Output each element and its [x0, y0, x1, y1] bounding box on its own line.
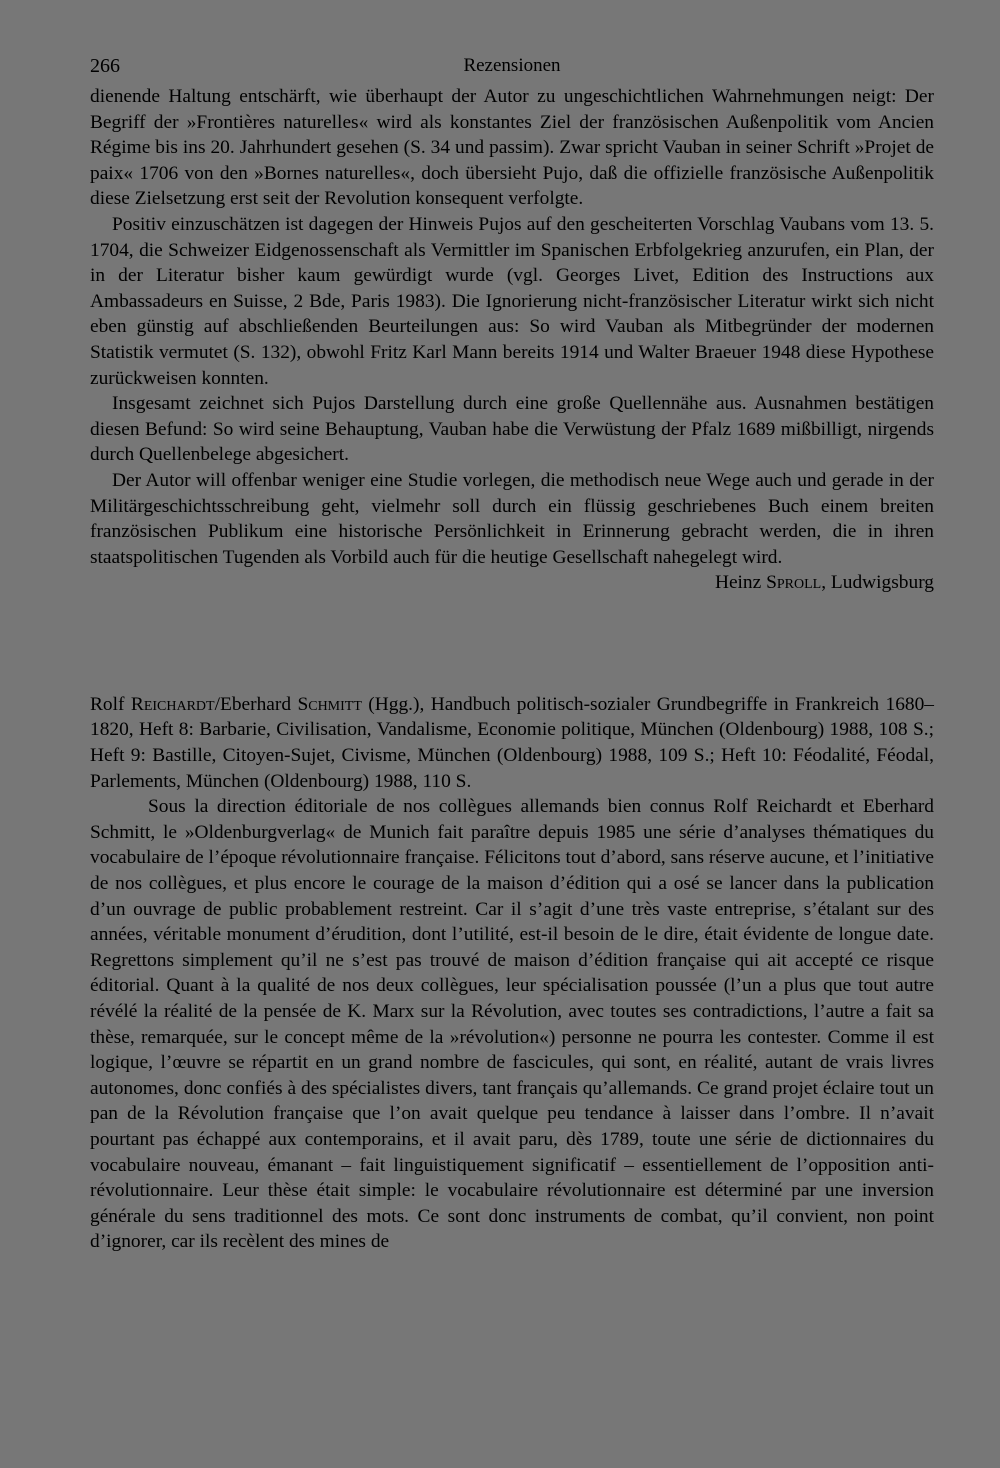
review-vauban	[90, 84, 934, 596]
paragraph: Positiv einzuschätzen ist dagegen der Hinweis Pujos auf den gescheiterten Vorschlag Vaubans vom 13. 5. 1704, die Schweizer Eidgenossenschaft als Vermittler im Spanischen Erbfolgekrieg anzurufen, ein Plan, der in der Literatur bisher kaum gewürdigt wurde (vgl. Georges Livet, Edition des Instructions aux Ambassadeurs en Suisse, 2 Bde, Paris 1983). Die Ignorierung nicht-französischer Literatur wirkt sich nicht eben günstig auf abschließenden Beurteilungen aus: So wird Vauban als Mitbegründer der modernen Statistik vermutet (S. 132), obwohl Fritz Karl Mann bereits 1914 und Walter Braeuer 1948 diese Hypothese zurückweisen konnten.	[90, 213, 934, 389]
reviewer-first-name: Heinz	[714, 572, 762, 594]
review-handbuch	[90, 692, 934, 1255]
author2-last: Schmitt	[297, 693, 362, 715]
paragraph: Insgesamt zeichnet sich Pujos Darstellung durch eine große Quellennähe aus. Ausnahmen bestätigen diesen Befund: So wird seine Behauptung, Vauban habe die Verwüstung der Pfalz 1689 mißbilligt, nirgends durch Quellenbelege abgesichert.	[90, 393, 934, 466]
reviewer-place: , Ludwigsburg	[821, 572, 934, 594]
article-body	[90, 84, 934, 1255]
author1-last: Reichardt	[130, 693, 215, 715]
paragraph: Der Autor will offenbar weniger eine Studie vorlegen, die methodisch neue Wege auch und gerade in der Militärgeschichtsschreibung geht, vielmehr soll durch ein flüssig geschriebenes Buch einem breiten französischen Publikum eine historische Persönlichkeit in Erinnerung gebracht werden, die in ihren staatspolitischen Tugenden als Vorbild auch für die heutige Gesellschaft nahegelegt wird.	[90, 469, 934, 568]
bibliographic-entry	[90, 692, 934, 794]
section-gap	[90, 596, 934, 692]
reviewer-signature	[90, 570, 934, 596]
biblio-details: (Hgg.), Handbuch politisch-sozialer Grundbegriffe in Frankreich 1680–1820, Heft 8: Barbarie, Civilisation, Vandalisme, Economie politique, München (Oldenbourg) 1988, 108 S.; Heft 9: Bastille, Citoyen-Sujet, Civisme, München (Oldenbourg) 1988, 109 S.; Heft 10: Féodalité, Féodal, Parlements, München (Oldenbourg) 1988, 110 S.	[90, 693, 934, 792]
paragraph-continued: dienende Haltung entschärft, wie überhaupt der Autor zu ungeschichtlichen Wahrnehmungen neigt: Der Begriff der »Frontières naturelles« wird als konstantes Ziel der französischen Außenpolitik vom Ancien Régime bis ins 20. Jahrhundert gesehen (S. 34 und passim). Zwar spricht Vauban in seiner Schrift »Projet de paix« 1706 von den »Bornes naturelles«, doch übersieht Pujo, daß die offizielle französische Außenpolitik diese Zielsetzung erst seit der Revolution konsequent verfolgte.	[90, 86, 934, 210]
page-header	[90, 52, 934, 84]
paragraph: Sous la direction éditoriale de nos collègues allemands bien connus Rolf Reichardt et Eberhard Schmitt, le »Oldenburgverlag« de Munich fait paraître depuis 1985 une série d’analyses thématiques du vocabulaire de l’époque révolutionnaire française. Félicitons tout d’abord, sans réserve aucune, et l’initiative de nos collègues, et plus encore le courage de la maison d’édition qui a osé se lancer dans la publication d’un ouvrage de public probablement restreint. Car il s’agit d’une très vaste entreprise, s’étalant sur des années, véritable monument d’érudition, dont l’utilité, est-il besoin de le dire, était évidente de longue date. Regrettons simplement qu’il ne s’est pas trouvé de maison d’édition française qui ait accepté ce risque éditorial. Quant à la qualité de nos deux collègues, leur spécialisation poussée (l’un a plus que tout autre révélé la réalité de la pensée de K. Marx sur la Révolution, avec toutes ses contradictions, l’autre a fait sa thèse, remarquée, sur le concept même de la »révolution«) personne ne pourra les contester. Comme il est logique, l’œuvre se répartit en un grand nombre de fascicules, qui sont, en réalité, autant de vrais livres autonomes, donc confiés à des spécialistes divers, tant français qu’allemands. Ce grand projet éclaire tout un pan de la Révolution française que l’on avait quelque peu tendance à laisser dans l’ombre. Il n’avait pourtant pas échappé aux contemporains, et il avait paru, dès 1789, toute une série de dictionnaires du vocabulaire nouveau, émanant – fait linguistiquement significatif – essentiellement de l’opposition anti-révolutionnaire. Leur thèse était simple: le vocabulaire révolutionnaire est déterminé par une inversion générale du sens traditionnel des mots. Ce sont donc instruments de combat, qu’il convient, non point d’ignorer, car ils recèlent des mines de	[90, 796, 934, 1253]
page-number: 266	[90, 55, 120, 77]
running-title: Rezensionen	[463, 55, 561, 76]
author-separator: /Eberhard	[214, 693, 298, 715]
reviewer-last-name: Sproll	[766, 572, 822, 594]
author1-first: Rolf	[90, 693, 125, 715]
